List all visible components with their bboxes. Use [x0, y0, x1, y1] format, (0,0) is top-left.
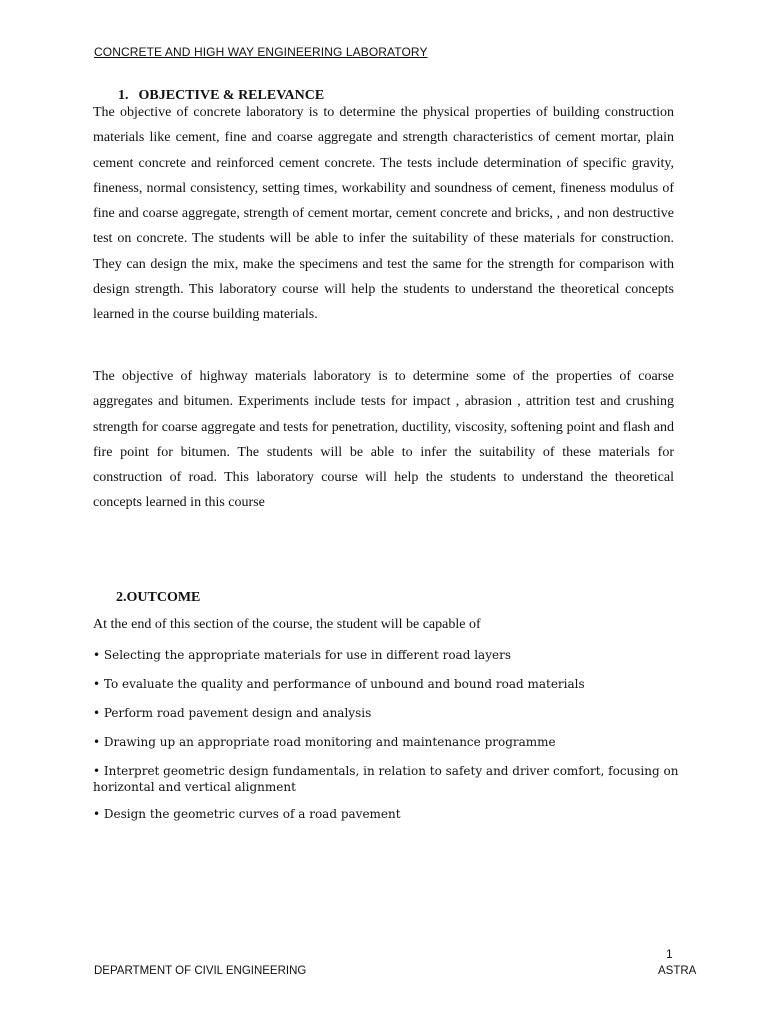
- list-item: • Perform road pavement design and analysis: [93, 706, 372, 720]
- objective-paragraph-highway: The objective of highway materials laboratory is to determine some of the properties of coarse aggregates and bitumen. Experiments include tests for impact , abrasion , attrition test and crushing strength for coarse aggregate and tests for penetration, ductility, viscosity, softening point and flash and fire point for bitumen. The students will be able to infer the suitability of these materials for construction of road. This laboratory course will help the students to understand the theoretical concepts learned in this course: [93, 369, 674, 511]
- list-item: • Selecting the appropriate materials for use in different road layers: [93, 648, 511, 662]
- list-item: • To evaluate the quality and performance of unbound and bound road materials: [93, 677, 585, 691]
- section-1-title: OBJECTIVE & RELEVANCE: [138, 88, 325, 103]
- section-1-number: 1.: [118, 88, 129, 103]
- list-item: • Interpret geometric design fundamentals, in relation to safety and driver comfort, focusing on horizontal and vertical alignment: [93, 764, 679, 794]
- page-header: CONCRETE AND HIGH WAY ENGINEERING LABORATORY: [94, 45, 428, 59]
- objective-paragraph-concrete: The objective of concrete laboratory is to determine the physical properties of building construction materials like cement, fine and coarse aggregate and strength characteristics of cement mortar, plain cement concrete and reinforced cement concrete. The tests include determination of specific gravity, fineness, normal consistency, setting times, workability and soundness of cement, fineness modulus of fine and coarse aggregate, strength of cement mortar, cement concrete and bricks, , and non destructive test on concrete. The students will be able to infer the suitability of these materials for construction. They can design the mix, make the specimens and test the same for the strength for comparison with design strength. This laboratory course will help the students to understand the theoretical concepts learned in the course building materials.: [93, 105, 674, 323]
- page-number: 1: [666, 947, 673, 961]
- footer-institution: ASTRA: [658, 965, 697, 977]
- outcome-intro: At the end of this section of the course, the student will be capable of: [93, 617, 481, 632]
- outcome-list: [93, 647, 693, 835]
- section-2-heading: 2.OUTCOME: [116, 590, 201, 605]
- footer-department: DEPARTMENT OF CIVIL ENGINEERING: [94, 965, 307, 977]
- list-item: • Drawing up an appropriate road monitoring and maintenance programme: [93, 735, 556, 749]
- list-item: • Design the geometric curves of a road pavement: [93, 807, 401, 821]
